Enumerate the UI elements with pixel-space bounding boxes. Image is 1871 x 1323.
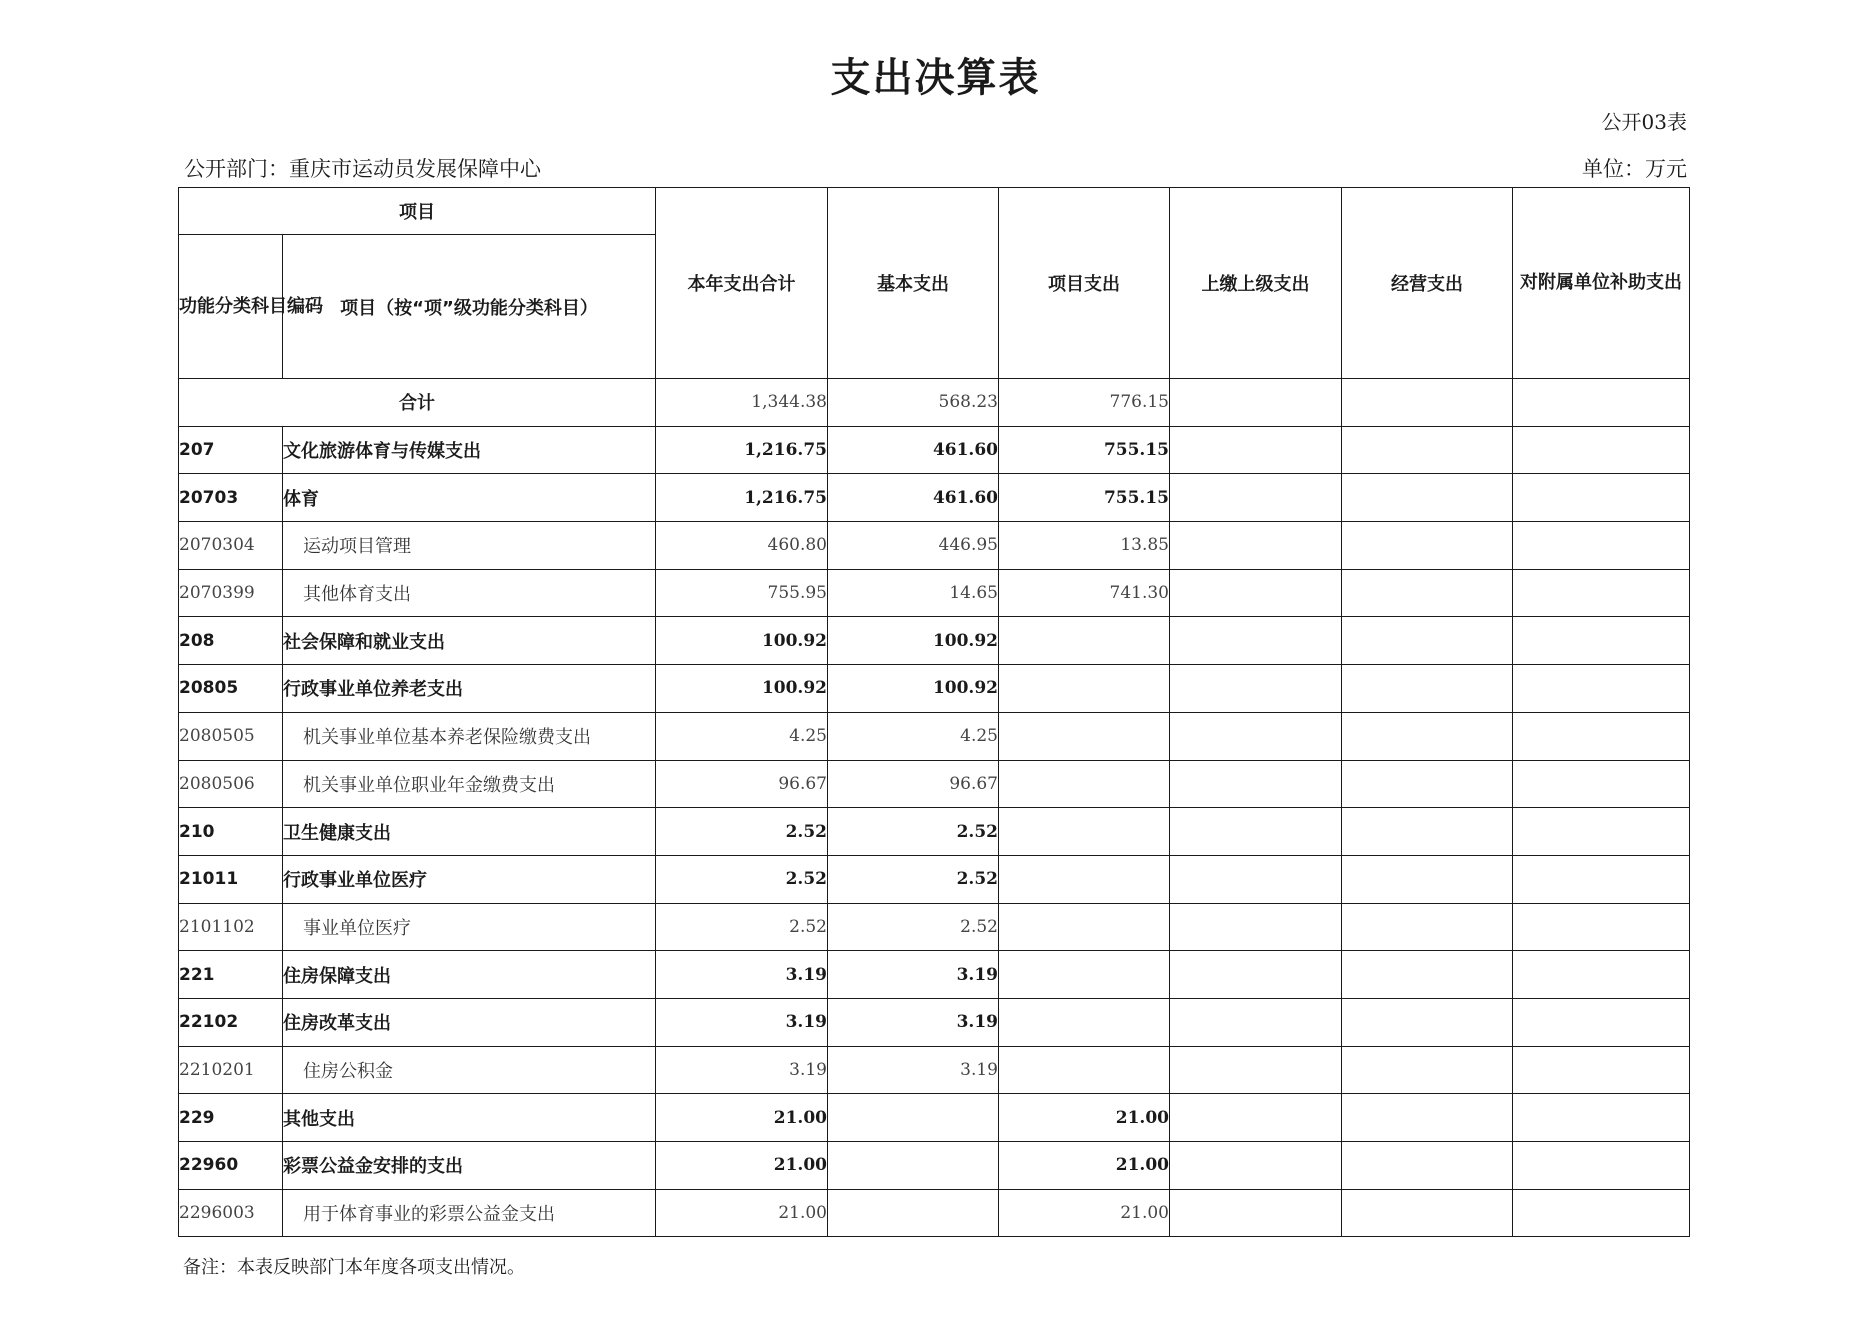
- cell-code: 2070304: [179, 522, 283, 570]
- table-row: [179, 1046, 1690, 1094]
- cell-subsidiary: [1513, 1189, 1690, 1237]
- cell-upper: [1170, 1094, 1342, 1142]
- cell-basic: 3.19: [828, 1046, 999, 1094]
- cell-upper: [1170, 1142, 1342, 1190]
- table-note: 备注：本表反映部门本年度各项支出情况。: [183, 1257, 525, 1278]
- cell-code: 22102: [179, 998, 283, 1046]
- cell-basic: 461.60: [828, 474, 999, 522]
- cell-name: 住房保障支出: [283, 951, 656, 999]
- cell-project: 21.00: [999, 1189, 1170, 1237]
- cell-project: [999, 760, 1170, 808]
- table-row: [179, 474, 1690, 522]
- cell-name: 其他支出: [283, 1094, 656, 1142]
- cell-project: [999, 998, 1170, 1046]
- cell-total: 3.19: [656, 1046, 828, 1094]
- cell-total: 4.25: [656, 712, 828, 760]
- cell-upper: [1170, 569, 1342, 617]
- cell-total: 100.92: [656, 617, 828, 665]
- header-business: 经营支出: [1342, 188, 1513, 379]
- table-row: [179, 1142, 1690, 1190]
- cell-business: [1342, 951, 1513, 999]
- table-row: [179, 617, 1690, 665]
- cell-subsidiary: [1513, 855, 1690, 903]
- cell-total: 100.92: [656, 665, 828, 713]
- cell-total: 2.52: [656, 808, 828, 856]
- cell-business: [1342, 665, 1513, 713]
- header-project: 项目: [179, 188, 656, 235]
- unit-label: 单位：万元: [1582, 157, 1687, 181]
- cell-project: 741.30: [999, 569, 1170, 617]
- header-name: 项目（按“项”级功能分类科目）: [283, 235, 656, 379]
- cell-project: 13.85: [999, 522, 1170, 570]
- cell-project: [999, 617, 1170, 665]
- cell-subsidiary: [1513, 808, 1690, 856]
- cell-project: [999, 665, 1170, 713]
- cell-code: 20805: [179, 665, 283, 713]
- cell-basic: 4.25: [828, 712, 999, 760]
- cell-basic: 3.19: [828, 951, 999, 999]
- cell-name: 社会保障和就业支出: [283, 617, 656, 665]
- cell-code: 21011: [179, 855, 283, 903]
- cell-total: 21.00: [656, 1094, 828, 1142]
- cell-total: 1,216.75: [656, 474, 828, 522]
- cell-subsidiary: [1513, 569, 1690, 617]
- header-basic: 基本支出: [828, 188, 999, 379]
- cell-subsidiary: [1513, 1142, 1690, 1190]
- cell-business: [1342, 903, 1513, 951]
- cell-name: 机关事业单位职业年金缴费支出: [283, 760, 656, 808]
- cell-business: [1342, 522, 1513, 570]
- cell-code: 22960: [179, 1142, 283, 1190]
- cell-code: 2210201: [179, 1046, 283, 1094]
- cell-basic: [828, 1142, 999, 1190]
- cell-subsidiary: [1513, 951, 1690, 999]
- cell-project: [999, 712, 1170, 760]
- cell-code: 2101102: [179, 903, 283, 951]
- cell-name: 机关事业单位基本养老保险缴费支出: [283, 712, 656, 760]
- cell-code: 2080505: [179, 712, 283, 760]
- cell-upper: [1170, 474, 1342, 522]
- cell-basic: 446.95: [828, 522, 999, 570]
- cell-basic: 2.52: [828, 903, 999, 951]
- cell-upper: [1170, 1189, 1342, 1237]
- cell-subsidiary: [1513, 712, 1690, 760]
- cell-upper: [1170, 951, 1342, 999]
- table-row: [179, 426, 1690, 474]
- cell-business: [1342, 1046, 1513, 1094]
- cell-basic: 3.19: [828, 998, 999, 1046]
- cell-name: 彩票公益金安排的支出: [283, 1142, 656, 1190]
- cell-project: [999, 1046, 1170, 1094]
- table-row: [179, 1189, 1690, 1237]
- total-subsidiary: [1513, 379, 1690, 427]
- table-row: [179, 522, 1690, 570]
- cell-upper: [1170, 998, 1342, 1046]
- header-total: 本年支出合计: [656, 188, 828, 379]
- cell-subsidiary: [1513, 474, 1690, 522]
- table-row: [179, 712, 1690, 760]
- table-row: [179, 903, 1690, 951]
- cell-basic: [828, 1189, 999, 1237]
- page-title: 支出决算表: [830, 55, 1041, 101]
- cell-total: 3.19: [656, 998, 828, 1046]
- table-row: [179, 998, 1690, 1046]
- cell-business: [1342, 998, 1513, 1046]
- cell-code: 229: [179, 1094, 283, 1142]
- cell-code: 2296003: [179, 1189, 283, 1237]
- cell-upper: [1170, 808, 1342, 856]
- cell-code: 20703: [179, 474, 283, 522]
- cell-basic: 2.52: [828, 808, 999, 856]
- cell-upper: [1170, 617, 1342, 665]
- cell-subsidiary: [1513, 665, 1690, 713]
- cell-upper: [1170, 1046, 1342, 1094]
- cell-basic: 100.92: [828, 617, 999, 665]
- table-row: [179, 808, 1690, 856]
- header-upper: 上缴上级支出: [1170, 188, 1342, 379]
- cell-upper: [1170, 712, 1342, 760]
- cell-business: [1342, 617, 1513, 665]
- cell-business: [1342, 1094, 1513, 1142]
- cell-name: 住房公积金: [283, 1046, 656, 1094]
- cell-business: [1342, 760, 1513, 808]
- form-code: 公开03表: [1601, 110, 1687, 134]
- cell-subsidiary: [1513, 760, 1690, 808]
- cell-code: 2080506: [179, 760, 283, 808]
- table-row: [179, 569, 1690, 617]
- cell-project: 755.15: [999, 426, 1170, 474]
- cell-total: 460.80: [656, 522, 828, 570]
- cell-business: [1342, 808, 1513, 856]
- cell-project: [999, 855, 1170, 903]
- cell-upper: [1170, 665, 1342, 713]
- cell-basic: 14.65: [828, 569, 999, 617]
- table-row: [179, 855, 1690, 903]
- cell-basic: 96.67: [828, 760, 999, 808]
- cell-total: 755.95: [656, 569, 828, 617]
- cell-subsidiary: [1513, 1046, 1690, 1094]
- header-project-expenditure: 项目支出: [999, 188, 1170, 379]
- cell-project: [999, 903, 1170, 951]
- cell-name: 卫生健康支出: [283, 808, 656, 856]
- cell-project: 21.00: [999, 1094, 1170, 1142]
- cell-total: 2.52: [656, 903, 828, 951]
- cell-name: 用于体育事业的彩票公益金支出: [283, 1189, 656, 1237]
- cell-project: [999, 951, 1170, 999]
- cell-name: 文化旅游体育与传媒支出: [283, 426, 656, 474]
- cell-name: 住房改革支出: [283, 998, 656, 1046]
- cell-name: 行政事业单位养老支出: [283, 665, 656, 713]
- cell-business: [1342, 855, 1513, 903]
- cell-upper: [1170, 903, 1342, 951]
- cell-code: 221: [179, 951, 283, 999]
- cell-subsidiary: [1513, 903, 1690, 951]
- cell-subsidiary: [1513, 426, 1690, 474]
- total-project: 776.15: [999, 379, 1170, 427]
- cell-upper: [1170, 426, 1342, 474]
- expenditure-table: [178, 187, 1690, 1237]
- department-label: 公开部门：重庆市运动员发展保障中心: [184, 157, 541, 181]
- cell-total: 3.19: [656, 951, 828, 999]
- cell-name: 行政事业单位医疗: [283, 855, 656, 903]
- cell-name: 体育: [283, 474, 656, 522]
- cell-code: 208: [179, 617, 283, 665]
- cell-subsidiary: [1513, 998, 1690, 1046]
- cell-basic: 2.52: [828, 855, 999, 903]
- total-basic: 568.23: [828, 379, 999, 427]
- cell-code: 207: [179, 426, 283, 474]
- total-total: 1,344.38: [656, 379, 828, 427]
- cell-total: 1,216.75: [656, 426, 828, 474]
- cell-upper: [1170, 760, 1342, 808]
- cell-business: [1342, 426, 1513, 474]
- cell-business: [1342, 474, 1513, 522]
- cell-name: 事业单位医疗: [283, 903, 656, 951]
- cell-code: 210: [179, 808, 283, 856]
- total-business: [1342, 379, 1513, 427]
- cell-project: [999, 808, 1170, 856]
- cell-business: [1342, 1189, 1513, 1237]
- cell-total: 21.00: [656, 1142, 828, 1190]
- cell-basic: [828, 1094, 999, 1142]
- cell-subsidiary: [1513, 617, 1690, 665]
- cell-upper: [1170, 522, 1342, 570]
- total-upper: [1170, 379, 1342, 427]
- cell-basic: 100.92: [828, 665, 999, 713]
- cell-business: [1342, 569, 1513, 617]
- cell-subsidiary: [1513, 522, 1690, 570]
- cell-total: 2.52: [656, 855, 828, 903]
- cell-project: 755.15: [999, 474, 1170, 522]
- total-label: 合计: [179, 379, 656, 427]
- cell-upper: [1170, 855, 1342, 903]
- cell-code: 2070399: [179, 569, 283, 617]
- header-subsidiary: 对附属单位补助支出: [1513, 188, 1690, 379]
- table-row: [179, 760, 1690, 808]
- cell-total: 21.00: [656, 1189, 828, 1237]
- cell-subsidiary: [1513, 1094, 1690, 1142]
- cell-business: [1342, 1142, 1513, 1190]
- total-row: [179, 379, 1690, 427]
- header-code: 功能分类科目编码: [179, 235, 283, 379]
- table-row: [179, 1094, 1690, 1142]
- cell-total: 96.67: [656, 760, 828, 808]
- cell-project: 21.00: [999, 1142, 1170, 1190]
- cell-basic: 461.60: [828, 426, 999, 474]
- cell-business: [1342, 712, 1513, 760]
- table-row: [179, 951, 1690, 999]
- table-row: [179, 665, 1690, 713]
- cell-name: 其他体育支出: [283, 569, 656, 617]
- cell-name: 运动项目管理: [283, 522, 656, 570]
